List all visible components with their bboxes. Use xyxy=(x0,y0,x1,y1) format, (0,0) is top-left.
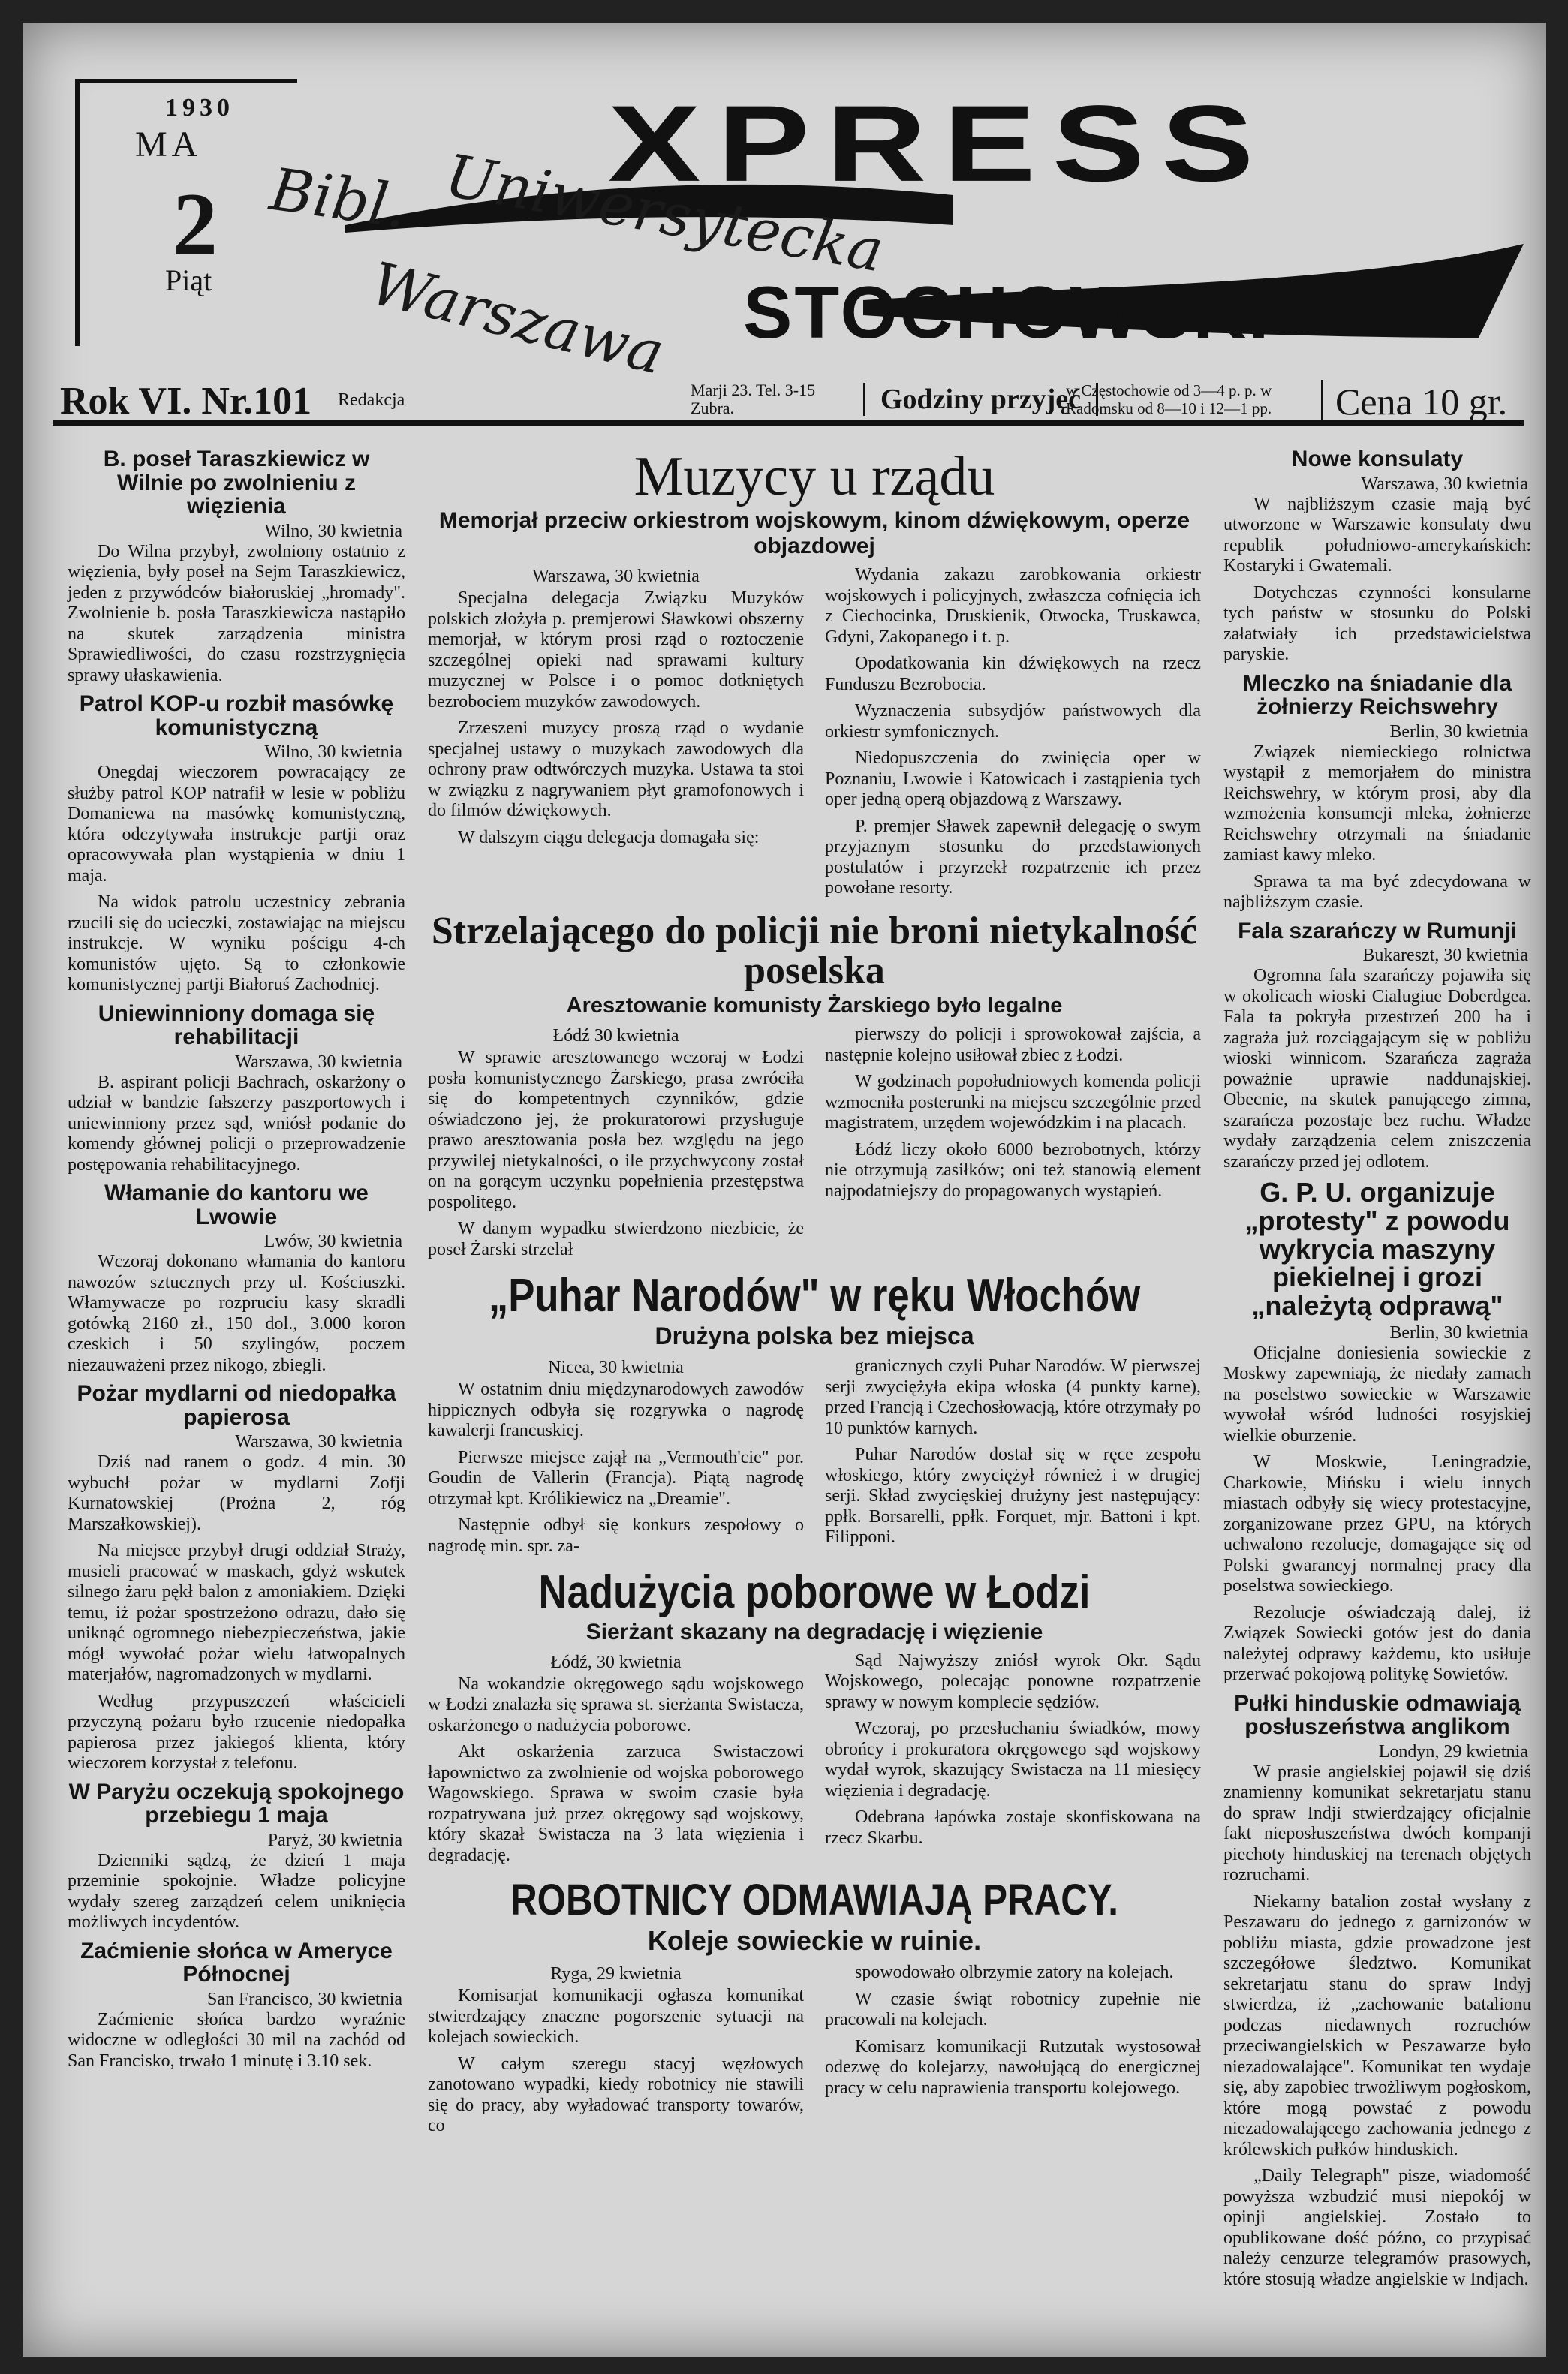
article-paragraph: W dalszym ciągu delegacja domagała się: xyxy=(458,827,760,847)
article-subheadline: Aresztowanie komunisty Żarskiego było legalne xyxy=(566,994,1063,1019)
article xyxy=(1223,919,1531,1173)
article-paragraph: Do Wilna przybył, zwolniony ostatnio z więzienia, były poseł na Sejm Taraszkiewicz, jeden z przywódców białoruskiej „hromady". Zwolnienie b. posła Taraszkiewicza nastąpiło na skutek zarządzenia ministra Sprawiedliwości, do czasu rozstrzygnięcia sprawy ułaskawienia. xyxy=(68,541,405,685)
article-paragraph: W Moskwie, Leningradzie, Charkowie, Mińsku i wielu innych miastach odbyły się wiecy protestacyjne, zorganizowane przez GPU, na których uchwalono rezolucje, domagające się od Polski gwarancyj normalnej pracy dla poselstwa sowieckiego. xyxy=(1223,1452,1531,1596)
article-paragraph: Łódź liczy około 6000 bezrobotnych, którzy nie otrzymują zasiłków; oni też stanowią element najpodatniejszy do propagowanych wystąpień. xyxy=(825,1139,1201,1201)
article-paragraph: B. aspirant policji Bachrach, oskarżony o udział w bandzie fałszerzy paszportowych i uniewinniony przez sąd, wniósł podanie do komendy głównej policji o przeprowadzenie postępowania rehabilitacyjnego. xyxy=(68,1072,405,1175)
article-paragraph: W prasie angielskiej pojawił się dziś znamienny komunikat sekretarjatu stanu do spraw Indji stwierdzający oficjalnie fakt nieposłuszeństwa dwóch kompanji piechoty hinduskiej na terenach objętych rozruchami. xyxy=(1223,1762,1531,1885)
article-dateline: Wilno, 30 kwietnia xyxy=(264,742,402,762)
article-headline: G. P. U. organizuje „protesty" z powodu wykrycia maszyny piekielnej i grozi „należytą odprawą" xyxy=(1244,1177,1510,1322)
article xyxy=(1223,1692,1531,2291)
article-paragraph: W czasie świąt robotnicy zupełnie nie pracowali na kolejach. xyxy=(825,1989,1201,2030)
date-weekday: Piąt xyxy=(165,263,212,297)
masthead-subtitle: STOCHOWSKI xyxy=(743,271,1272,354)
right-column xyxy=(1223,443,1531,2296)
article-dateline: Wilno, 30 kwietnia xyxy=(264,521,402,541)
article-paragraph: spowodowało olbrzymie zatory na kolejach. xyxy=(855,1963,1174,1983)
article-paragraph: Rezolucje oświadczają dalej, iż Związek Sowiecki gotów jest do dania należytej odprawy każdemu, kto usiłuje przerwać pokojową politykę Sowietów. xyxy=(1223,1602,1531,1685)
article-paragraph: W całym szeregu stacyj węzłowych zanotowano wypadki, kiedy robotnicy nie stawili się do pracy, aby wyładować transporty towarów, co xyxy=(428,2054,804,2136)
article xyxy=(428,1566,1201,1872)
article-dateline: Warszawa, 30 kwietnia xyxy=(235,1432,402,1452)
article xyxy=(1223,672,1531,913)
article-paragraph: Odebrana łapówka zostaje skonfiskowana na rzecz Skarbu. xyxy=(825,1807,1201,1848)
article-paragraph: Na miejsce przybył drugi oddział Straży, musieli pracować w maskach, gdyż wskutek silnego żaru pękł balon z amoniakiem. Dzięki temu, iż pożar spostrzeżono odrazu, dało się uniknąć ogromnego niebezpieczeństwa, jakie mógł wywołać pożar wielu łatwopalnych materjałów, nagromadzonych w mydlarni. xyxy=(68,1541,405,1684)
article-headline: ROBOTNICY ODMAWIAJĄ PRACY. xyxy=(510,1876,1118,1924)
article-headline: Uniewinniony domaga się rehabilitacji xyxy=(98,1000,375,1049)
handwriting-line-1: Bibl. xyxy=(266,155,411,242)
article-paragraph: Wczoraj, po przesłuchaniu świadków, mowy obrońcy i prokuratora okręgowego sąd wojskowy wydał wyrok, skazujący Swistacza na 11 miesięcy więzienia i degradację. xyxy=(825,1719,1201,1801)
date-day: 2 xyxy=(173,174,218,274)
article-paragraph: Komisarz komunikacji Rutzutak wystosował odezwę do kolejarzy, nawołującą do energicznej pracy w celu naprawienia transportu kolejowego. xyxy=(825,2036,1201,2098)
article-paragraph: Dotychczas czynności konsularne tych państw w stosunku do Polski załatwiały ich przedstawicielstwa paryskie. xyxy=(1223,582,1531,664)
article-paragraph: Zaćmienie słońca bardzo wyraźnie widoczne w odległości 30 mil na zachód od San Francisko, trwało 1 minutę i 3.10 sek. xyxy=(68,2009,405,2071)
issue-number: Rok VI. Nr.101 xyxy=(60,380,312,423)
article-paragraph: W najbliższym czasie mają być utworzone w Warszawie konsulaty dwu republik południowo-amerykańskich: Kostaryki i Gwatemali. xyxy=(1223,494,1531,576)
article-dateline: Paryż, 30 kwietnia xyxy=(267,1830,402,1850)
article-headline: Muzycy u rządu xyxy=(634,446,995,507)
article-headline: Pułki hinduskie odmawiają posłuszeństwa anglikom xyxy=(1234,1690,1521,1740)
article-paragraph: Na wokandzie okręgowego sądu wojskowego w Łodzi znalazła się sprawa st. sierżanta Swistacza, oskarżonego o nadużycia poborowe. xyxy=(428,1674,804,1735)
article-headline: W Paryżu oczekują spokojnego przebiegu 1 maja xyxy=(68,1779,405,1828)
article-dateline: San Francisco, 30 kwietnia xyxy=(207,1989,402,2009)
article-dateline: Warszawa, 30 kwietnia xyxy=(235,1052,402,1072)
article xyxy=(68,1382,405,1774)
date-year: 1930 xyxy=(165,94,234,122)
handwriting-line-2: Uniwersytecka xyxy=(440,142,889,286)
article-headline: Nowe konsulaty xyxy=(1291,447,1464,471)
article-headline: Fala szarańczy w Rumunji xyxy=(1238,918,1517,943)
article-paragraph: W danym wypadku stwierdzono niezbicie, że poseł Żarski strzelał xyxy=(428,1219,804,1259)
editorial-label: Redakcja xyxy=(338,390,405,410)
masthead-title: XPRESS xyxy=(608,83,1271,205)
article xyxy=(68,1939,405,2072)
article xyxy=(68,692,405,996)
office-hours-label: Godziny przyjęć xyxy=(863,383,1098,416)
article-paragraph: Akt oskarżenia zarzuca Swistaczowi łapownictwo za zwolnienie od wojska poborowego Wagowskiego. Sprawa w swoim czasie była rozpatrywana już przez okręgowy sąd wojskowy, który skazał Swistacza na 3 lata więzienia i degradację. xyxy=(428,1742,804,1865)
article-headline: Patrol KOP-u rozbił masówkę komunistyczną xyxy=(79,691,394,740)
article-paragraph: Niekarny batalion został wysłany z Peszawaru do jednego z garnizonów w pobliżu miasta, gdzie prowadzone jest szczegółowe śledztwo. Komunikat sekretarjatu stanu do spraw Indyj stwierdza, iż „zachowanie batalionu podczas niedawnych rozruchów przeciwangielskich w Peszawarze było niezadowalające". Komunikat ten wydaje się, aby zapobiec trwożliwym pogłoskom, które mogą powstać z powodu niezadowalającego zachowania jednego z królewskich pułków hinduskich. xyxy=(1223,1891,1531,2159)
handwriting-line-3: Warszawa xyxy=(364,250,671,388)
article-paragraph: Dziś nad ranem o godz. 4 min. 30 wybuchł pożar w mydlarni Zofji Kurnatowskiej (Prożna 2, róg Marszałkowskiej). xyxy=(68,1452,405,1534)
article xyxy=(68,1780,405,1933)
article xyxy=(68,447,405,686)
article-paragraph: Wyznaczenia subsydjów państwowych dla orkiestr symfonicznych. xyxy=(825,701,1201,742)
article-dateline: Berlin, 30 kwietnia xyxy=(1389,1322,1528,1343)
article-paragraph: Opodatkowania kin dźwiękowych na rzecz Funduszu Bezrobocia. xyxy=(825,654,1201,694)
article-paragraph: W ostatnim dniu międzynarodowych zawodów hippicznych odbyła się rozgrywka o nagrodę kawalerji francuskiej. xyxy=(428,1380,804,1441)
article-paragraph: W sprawie aresztowanego wczoraj w Łodzi posła komunistycznego Żarskiego, prasa zwróciła się do kompetentnych czynników, gdzie oświadczono jej, że prokuratorowi przysługuje prawo aresztowania posła bez względu na jego przywilej nietykalności, o ile przychwycony został on na gorącym uczynku popełnienia przestępstwa pospolitego. xyxy=(428,1048,804,1212)
article-subheadline: Sierżant skazany na degradację i więzienie xyxy=(585,1619,1043,1644)
article-dateline: Bukareszt, 30 kwietnia xyxy=(1362,946,1528,965)
article-headline: Włamanie do kantoru we Lwowie xyxy=(104,1181,369,1229)
article-paragraph: W godzinach popołudniowych komenda policji wzmocniła posterunki na miejscu szczególnie przed magistratem, urzędem wojewódzkim i na placach. xyxy=(825,1072,1201,1133)
article xyxy=(1223,1178,1531,1686)
article xyxy=(428,446,1201,905)
article-paragraph: Komisarjat komunikacji ogłasza komunikat stwierdzający znaczne pogorszenie sytuacji na kolejach sowieckich. xyxy=(428,1986,804,2048)
article-paragraph: Puhar Narodów dostał się w ręce zespołu włoskiego, który zwyciężył również i w drugiej serji. Skład zwycięskiej drużyny jest następujący: ppłk. Borsarelli, ppłk. Forquet, mjr. Battoni i kpt. Filipponi. xyxy=(825,1445,1201,1548)
article-dateline: Warszawa, 30 kwietnia xyxy=(1361,474,1528,494)
article-paragraph: Sprawa ta ma być zdecydowana w najbliższym czasie. xyxy=(1223,871,1531,912)
article-paragraph: Pierwsze miejsce zajął na „Vermouth'cie" por. Goudin de Vallerin (Francja). Piątą nagrodę otrzymał kpt. Królikiewicz na „Dreamie". xyxy=(428,1447,804,1509)
article-paragraph: Oficjalne doniesienia sowieckie z Moskwy zapewniają, że niedały zamach na poselstwo sowieckie w Warszawie wywołał wśród ludności rosyjskiej wielkie oburzenie. xyxy=(1223,1343,1531,1446)
article-headline: Strzelającego do policji nie broni nietykalność poselska xyxy=(431,909,1198,992)
article-dateline: Nicea, 30 kwietnia xyxy=(548,1358,684,1378)
article-paragraph: pierwszy do policji i sprowokował zajścia, a następnie kolejno usiłował zbiec z Łodzi. xyxy=(825,1025,1201,1065)
article-headline: Mleczko na śniadanie dla żołnierzy Reichswehry xyxy=(1242,670,1512,719)
article-paragraph: Onegdaj wieczorem powracający ze służby patrol KOP natrafił w lesie w pobliżu Domaniewa na masówkę komunistyczną, która odczytywała instrukcje partji oraz opracowywała plan wystąpienia w dniu 1 maja. xyxy=(68,763,405,886)
newspaper-page xyxy=(23,23,1546,2357)
article-dateline: Warszawa, 30 kwietnia xyxy=(532,567,700,587)
article-paragraph: „Daily Telegraph" pisze, wiadomość powyższa wzbudzić musi niepokój w opinji angielskiej. Zostało to opublikowane dość późno, co przypisać należy cenzurze telegramów prasowych, które stosują władze angielskie w Indjach. xyxy=(1223,2166,1531,2289)
article-paragraph: P. premjer Sławek zapewnił delegację o swym przyjaznym stosunku do przedstawionych postulatów i przyrzekł rozpatrzenie ich przez powołane resorty. xyxy=(825,816,1201,898)
article xyxy=(428,1878,1201,2143)
article-headline: „Puhar Narodów" w ręku Włochów xyxy=(488,1270,1141,1322)
date-month: MA xyxy=(135,125,203,164)
article-paragraph: Następnie odbył się konkurs zespołowy o nagrodę min. spr. za- xyxy=(428,1515,804,1556)
office-hours-detail: w Częstochowie od 3—4 p. p. w Radomsku od 8—10 i 12—1 pp. xyxy=(1066,381,1272,417)
article-paragraph: Specjalna delegacja Związku Muzyków polskich złożyła p. premjerowi Sławkowi obszerny memorjał, w którym prosi rząd o roztoczenie szczególnej opieki nad sprawami kultury muzycznej w Polsce i o pomoc dotkniętych bezrobociem muzyków zawodowych. xyxy=(428,588,804,712)
article-headline: Pożar mydlarni od niedopałka papierosa xyxy=(77,1381,396,1430)
article-subheadline: Memorjał przeciw orkiestrom wojskowym, kinom dźwiękowym, operze objazdowej xyxy=(438,508,1190,559)
article xyxy=(68,1002,405,1176)
article-paragraph: granicznych czyli Puhar Narodów. W pierwszej serji zwyciężyła ekipa włoska (4 punkty karne), przed Francją i Czechosłowacją, które otrzymały po 10 punktów karnych. xyxy=(825,1356,1201,1438)
article-dateline: Ryga, 29 kwietnia xyxy=(550,1964,682,1984)
article-paragraph: Ogromna fala szarańczy pojawiła się w okolicach wioski Cialugiue Doberdgea. Fala ta pokryła przestrzeń 200 ha i zagraża już rozciągającym się w pobliżu wioski winnicom. Szarańcza zagraża poważnie uprawie naddunajskiej. Obecnie, na skutek panującego zimna, szarańcza pozostaje bez ruchu. Władze wydały zarządzenia celem zniszczenia szarańczy przed jej odlotem. xyxy=(1223,966,1531,1172)
article-dateline: Łódź 30 kwietnia xyxy=(552,1026,679,1046)
article xyxy=(68,1181,405,1376)
article-dateline: Łódź, 30 kwietnia xyxy=(550,1652,682,1672)
article-headline: Nadużycia poborowe w Łodzi xyxy=(538,1566,1091,1619)
article-subheadline: Koleje sowieckie w ruinie. xyxy=(647,1925,982,1957)
article xyxy=(428,911,1201,1266)
address: Marji 23. Tel. 3-15 Zubra. xyxy=(691,381,816,417)
article-paragraph: Na widok patrolu uczestnicy zebrania rzucili się do ucieczki, zostawiając na miejscu instrukcje. W wyniku pościgu 4-ch komunistów ujęto. Są to członkowie komunistycznej partji Białoruś Zachodniej. xyxy=(68,892,405,994)
article xyxy=(1223,447,1531,666)
article-paragraph: Zrzeszeni muzycy proszą rząd o wydanie specjalnej ustawy o muzykach zawodowych dla ochrony praw odtwórczych muzyka. Ustawa ta stoi w związku z nagrywaniem płyt gramofonowych i do filmów dźwiękowych. xyxy=(428,718,804,821)
article-paragraph: Niedopuszczenia do zwinięcia oper w Poznaniu, Lwowie i Katowicach i zastąpienia tych oper jedną operą objazdową z Warszawy. xyxy=(825,748,1201,810)
article-dateline: Lwów, 30 kwietnia xyxy=(263,1232,402,1251)
article-paragraph: Sąd Najwyższy zniósł wyrok Okr. Sądu Wojskowego, polecając ponowne rozpatrzenie sprawy w nowym komplecie sędziów. xyxy=(825,1650,1201,1712)
article-paragraph: Wydania zakazu zarobkowania orkiestr wojskowych i policyjnych, zwłaszcza cofnięcia ich z Ciechocinka, Druskienik, Otwocka, Truskawca, Gdyni, Zakopanego i t. p. xyxy=(825,565,1201,647)
article-headline: B. poseł Taraszkiewicz w Wilnie po zwolnieniu z więzienia xyxy=(103,447,370,519)
article-dateline: Berlin, 30 kwietnia xyxy=(1389,721,1528,742)
left-column xyxy=(68,443,405,2078)
price: Cena 10 gr. xyxy=(1321,380,1507,423)
article-paragraph: Wczoraj dokonano włamania do kantoru nawozów sztucznych przy ul. Kościuszki. Włamywacze po rozpruciu kasy skradli gotówką 2160 zł., 150 dol., 3.000 koron czeskich i 50 szylingów, poczem niezauważeni przez nikogo, zbiegli. xyxy=(68,1252,405,1375)
article-paragraph: Według przypuszczeń właścicieli przyczyną pożaru było rzucenie niedopałka papierosa przez jakiegoś klienta, który wieczorem korzystał z telefonu. xyxy=(68,1691,405,1773)
article-paragraph: Dzienniki sądzą, że dzień 1 maja przeminie spokojnie. Władze policyjne wydały szereg zarządzeń celem uniknięcia możliwych incydentów. xyxy=(68,1850,405,1932)
article xyxy=(428,1272,1201,1563)
article-subheadline: Drużyna polska bez miejsca xyxy=(655,1322,974,1350)
article-dateline: Londyn, 29 kwietnia xyxy=(1378,1741,1528,1762)
article-paragraph: Związek niemieckiego rolnictwa wystąpił z memorjałem do ministra Reichswehry, w którym prosi, aby dla wzmożenia konsumcji mleka, żołnierze Reichswehry otrzymali na śniadanie zamiast kawy mleko. xyxy=(1223,742,1531,865)
center-column xyxy=(428,443,1201,2143)
article-headline: Zaćmienie słońca w Ameryce Północnej xyxy=(80,1938,393,1987)
